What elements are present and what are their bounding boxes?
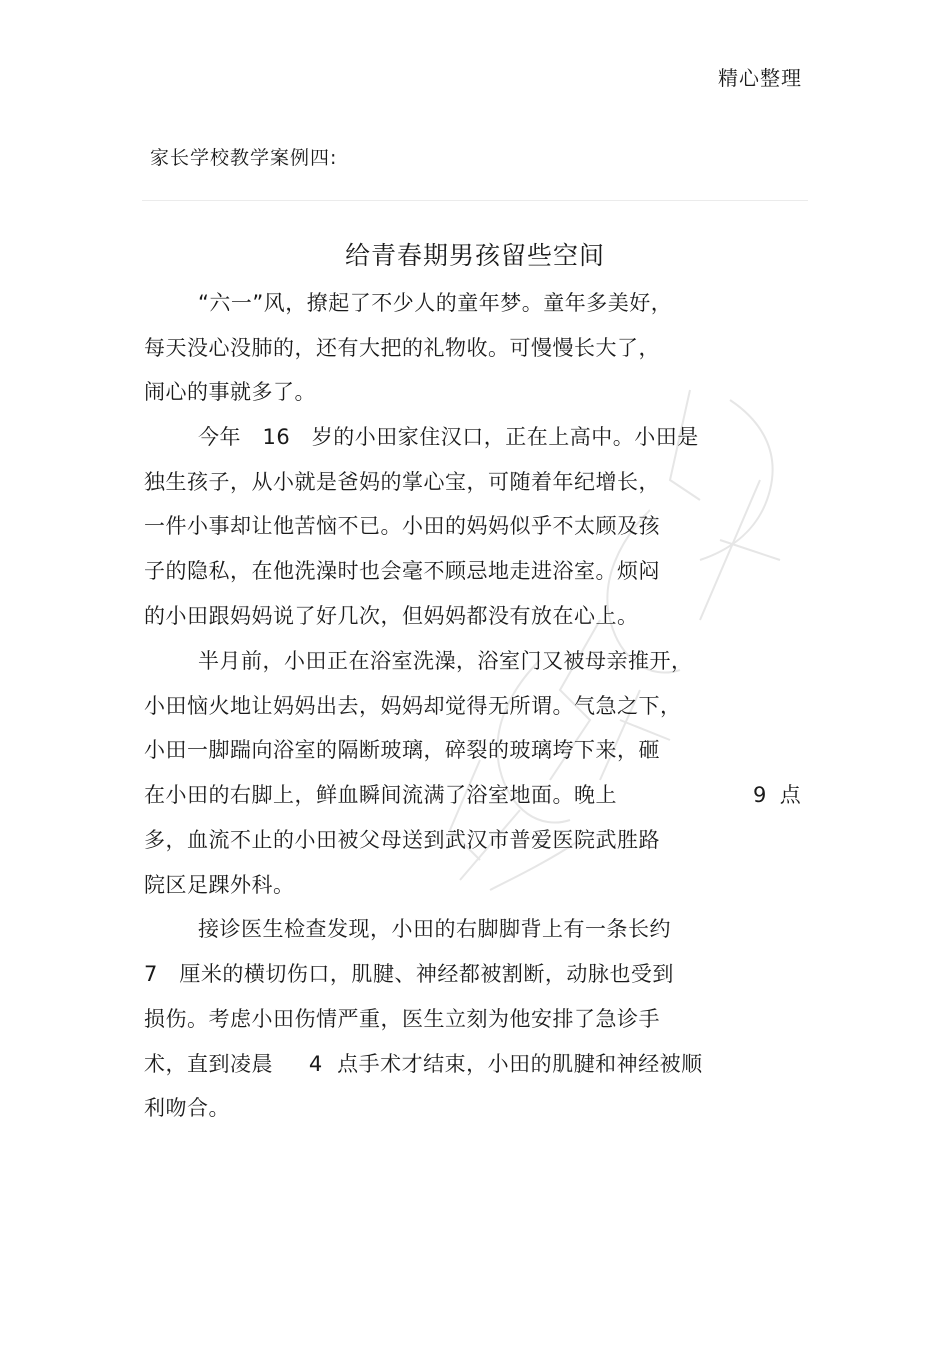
header-note: 精心整理 bbox=[718, 66, 802, 90]
paragraph-line: 院区足踝外科。 bbox=[144, 873, 295, 897]
paragraph-line-end: 9 点 bbox=[753, 783, 801, 807]
divider bbox=[142, 200, 808, 201]
paragraph-line: “六一”风，撩起了不少人的童年梦。童年多美好， bbox=[198, 291, 673, 315]
paragraph-line: 小田一脚踹向浴室的隔断玻璃，碎裂的玻璃垮下来，砸 bbox=[144, 738, 660, 762]
paragraph-line: 一件小事却让他苦恼不已。小田的妈妈似乎不太顾及孩 bbox=[144, 514, 660, 538]
paragraph-line: 独生孩子，从小就是爸妈的掌心宝，可随着年纪增长， bbox=[144, 470, 660, 494]
paragraph-line: 在小田的右脚上，鲜血瞬间流满了浴室地面。晚上 bbox=[144, 783, 617, 807]
paragraph-line: 7 厘米的横切伤口，肌腱、神经都被割断，动脉也受到 bbox=[144, 962, 674, 986]
paragraph-line: 小田恼火地让妈妈出去，妈妈却觉得无所谓。气急之下， bbox=[144, 694, 682, 718]
paragraph-line: 术，直到凌晨 4 点手术才结束，小田的肌腱和神经被顺 bbox=[144, 1052, 703, 1076]
paragraph-line: 闹心的事就多了。 bbox=[144, 380, 316, 404]
paragraph-line: 的小田跟妈妈说了好几次，但妈妈都没有放在心上。 bbox=[144, 604, 639, 628]
case-label: 家长学校教学案例四: bbox=[150, 147, 338, 169]
paragraph-line: 每天没心没肺的，还有大把的礼物收。可慢慢长大了， bbox=[144, 336, 660, 360]
paragraph-line: 半月前，小田正在浴室洗澡，浴室门又被母亲推开， bbox=[198, 649, 693, 673]
paragraph-line: 今年 16 岁的小田家住汉口，正在上高中。小田是 bbox=[198, 425, 699, 449]
paragraph-line: 利吻合。 bbox=[144, 1096, 230, 1120]
paragraph-line: 子的隐私，在他洗澡时也会毫不顾忌地走进浴室。烦闷 bbox=[144, 559, 660, 583]
paragraph-line: 接诊医生检查发现，小田的右脚脚背上有一条长约 bbox=[198, 917, 671, 941]
paragraph-line: 多，血流不止的小田被父母送到武汉市普爱医院武胜路 bbox=[144, 828, 660, 852]
article-title: 给青春期男孩留些空间 bbox=[344, 241, 605, 270]
paragraph-line: 损伤。考虑小田伤情严重，医生立刻为他安排了急诊手 bbox=[144, 1007, 660, 1031]
